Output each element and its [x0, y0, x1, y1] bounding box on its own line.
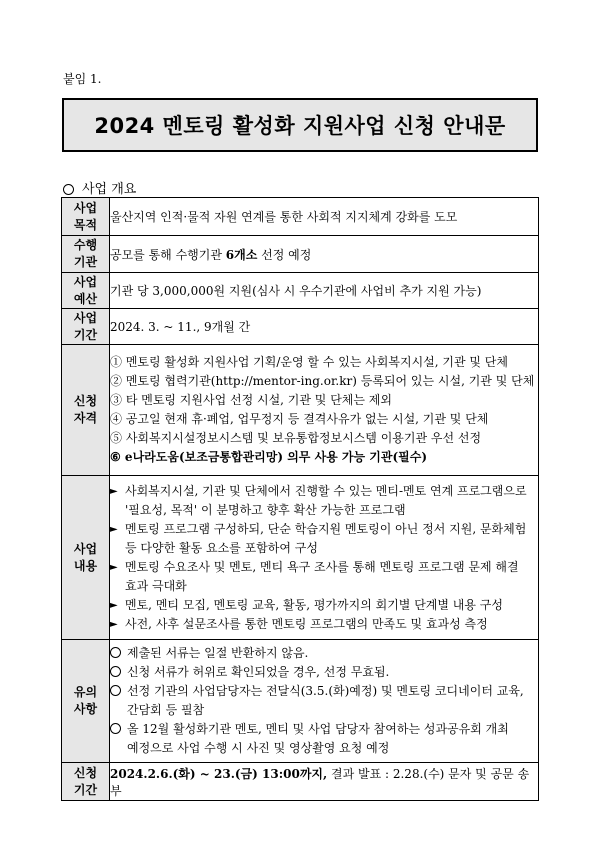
eligibility-item: ④ 공고일 현재 휴·폐업, 업무정지 등 결격사유가 없는 시설, 기관 및 단체 [110, 412, 489, 426]
content-item [110, 482, 538, 520]
application-result-text: 결과 발표 : 2.28.(수) 문자 및 공문 송부 [110, 766, 530, 798]
title-box [62, 98, 538, 152]
overview-table [61, 197, 539, 801]
content-line: 효과 극대화 [125, 578, 187, 593]
content-item-text [125, 482, 538, 520]
content-item [110, 520, 538, 558]
header-line: 사업 [73, 200, 98, 215]
eligibility-item: ⑤ 사회복지시설정보시스템 및 보유통합정보시스템 이용기관 우선 선정 [110, 431, 482, 445]
header-line: 기관 [73, 255, 98, 269]
content-line: 사전, 사후 설문조사를 통한 멘토링 프로그램의 만족도 및 효과성 측정 [125, 616, 488, 631]
row-purpose [62, 198, 539, 236]
agency-text-prefix: 공모를 통해 수행기관 [110, 247, 226, 262]
row-period [62, 309, 539, 345]
triangle-bullet-icon: ► [110, 561, 118, 573]
content-list [110, 476, 539, 640]
period-text: 2024. 3. ~ 11., 9개월 간 [110, 309, 539, 345]
agency-text-suffix: 선정 예정 [257, 247, 312, 262]
triangle-bullet-icon: ► [110, 485, 118, 497]
header-line: 기간 [73, 327, 98, 342]
note-text [127, 720, 538, 758]
row-agency [62, 236, 539, 273]
section-heading-text: 사업 개요 [82, 182, 137, 197]
note-text [127, 682, 538, 720]
row-header-agency [62, 236, 110, 273]
header-line: 자격 [73, 411, 98, 425]
row-header-eligibility [62, 345, 110, 476]
note-line: 제출된 서류는 일절 반환하지 않음. [127, 646, 309, 660]
eligibility-item: ② 멘토링 협력기관(http://mentor-ing.or.kr) 등록되어 있는 시설, 기관 및 단체 [110, 374, 535, 388]
row-notes [62, 640, 539, 763]
row-header-application [62, 763, 110, 801]
row-budget [62, 273, 539, 309]
row-header-budget [62, 273, 110, 309]
triangle-bullet-icon: ► [110, 618, 118, 630]
triangle-bullet-icon: ► [110, 599, 118, 611]
note-item [110, 663, 538, 682]
eligibility-item: ③ 타 멘토링 지원사업 선정 시설, 기관 및 단체는 제외 [110, 393, 392, 407]
application-dates: 2024.2.6.(화) ~ 23.(금) 13:00까지, [110, 766, 328, 781]
row-content [62, 476, 539, 640]
eligibility-item-required: ⑥ e나라도움(보조금통합관리망) 의무 사용 가능 기관(필수) [110, 450, 428, 464]
header-line: 사항 [73, 702, 98, 716]
note-line: 예정으로 사업 수행 시 사진 및 영상촬영 요청 예정 [127, 741, 390, 755]
purpose-text: 울산지역 인적·물적 자원 연계를 통한 사회적 지지체계 강화를 도모 [110, 198, 539, 236]
header-line: 신청 [73, 394, 98, 408]
content-item-text [125, 615, 538, 634]
circle-bullet-icon [110, 723, 121, 734]
header-line: 목적 [73, 217, 98, 232]
note-line: 올 12월 활성화기관 멘토, 멘티 및 사업 담당자 참여하는 성과공유회 개최 [127, 722, 509, 736]
header-line: 사업 [73, 310, 98, 325]
content-line: 등 다양한 활동 요소를 포함하여 구성 [125, 540, 318, 555]
circle-bullet-icon [110, 647, 121, 658]
content-item [110, 558, 538, 596]
content-line: 멘토링 수요조사 및 멘토, 멘티 욕구 조사를 통해 멘토링 프로그램 문제 해결 [125, 559, 519, 574]
application-text [110, 763, 539, 801]
triangle-bullet-icon: ► [110, 523, 118, 535]
attachment-label: 붙임 1. [63, 72, 102, 86]
content-line: 멘토, 멘티 모집, 멘토링 교육, 활동, 평가까지의 회기별 단계별 내용 구성 [125, 597, 503, 612]
content-line: 멘토링 프로그램 구성하되, 단순 학습지원 멘토링이 아닌 정서 지원, 문화체험 [125, 521, 527, 536]
header-line: 신청 [73, 765, 98, 780]
content-line: 사회복지시설, 기관 및 단체에서 진행할 수 있는 멘티-멘토 연계 프로그램으로 [125, 483, 527, 498]
note-line: 신청 서류가 허위로 확인되었을 경우, 선정 무효됨. [127, 665, 390, 679]
eligibility-list [110, 345, 539, 476]
circle-bullet-icon [110, 666, 121, 677]
header-line: 유의 [73, 685, 98, 699]
row-header-content [62, 476, 110, 640]
header-line: 기간 [73, 782, 98, 797]
note-item [110, 644, 538, 663]
note-item [110, 682, 538, 720]
content-item-text [125, 558, 538, 596]
note-line: 간담회 등 필참 [127, 703, 205, 717]
content-item [110, 615, 538, 634]
content-item-text [125, 520, 538, 558]
note-text [127, 644, 538, 663]
note-line: 선정 기관의 사업담당자는 전달식(3.5.(화)예정) 및 멘토링 코디네이터 교육, [127, 684, 524, 698]
header-line: 수행 [73, 238, 98, 252]
content-line: '필요성, 목적' 이 분명하고 향후 확산 가능한 프로그램 [125, 502, 406, 517]
row-header-notes [62, 640, 110, 763]
header-line: 사업 [73, 541, 98, 556]
row-eligibility [62, 345, 539, 476]
header-line: 사업 [73, 274, 98, 289]
note-text [127, 663, 538, 682]
agency-text [110, 236, 539, 273]
row-header-purpose [62, 198, 110, 236]
header-line: 예산 [73, 291, 98, 306]
row-application [62, 763, 539, 801]
circle-bullet-icon [63, 184, 74, 195]
content-item [110, 596, 538, 615]
note-item [110, 720, 538, 758]
content-item-text [125, 596, 538, 615]
page-title: 2024 멘토링 활성화 지원사업 신청 안내문 [94, 114, 506, 138]
header-line: 내용 [73, 558, 98, 573]
agency-count: 6개소 [225, 247, 258, 262]
notes-list [110, 640, 539, 763]
eligibility-item: ① 멘토링 활성화 지원사업 기획/운영 할 수 있는 사회복지시설, 기관 및 단체 [110, 355, 508, 369]
row-header-period [62, 309, 110, 345]
circle-bullet-icon [110, 685, 121, 696]
section-heading [63, 178, 136, 197]
budget-text: 기관 당 3,000,000원 지원(심사 시 우수기관에 사업비 추가 지원 가능) [110, 273, 539, 309]
